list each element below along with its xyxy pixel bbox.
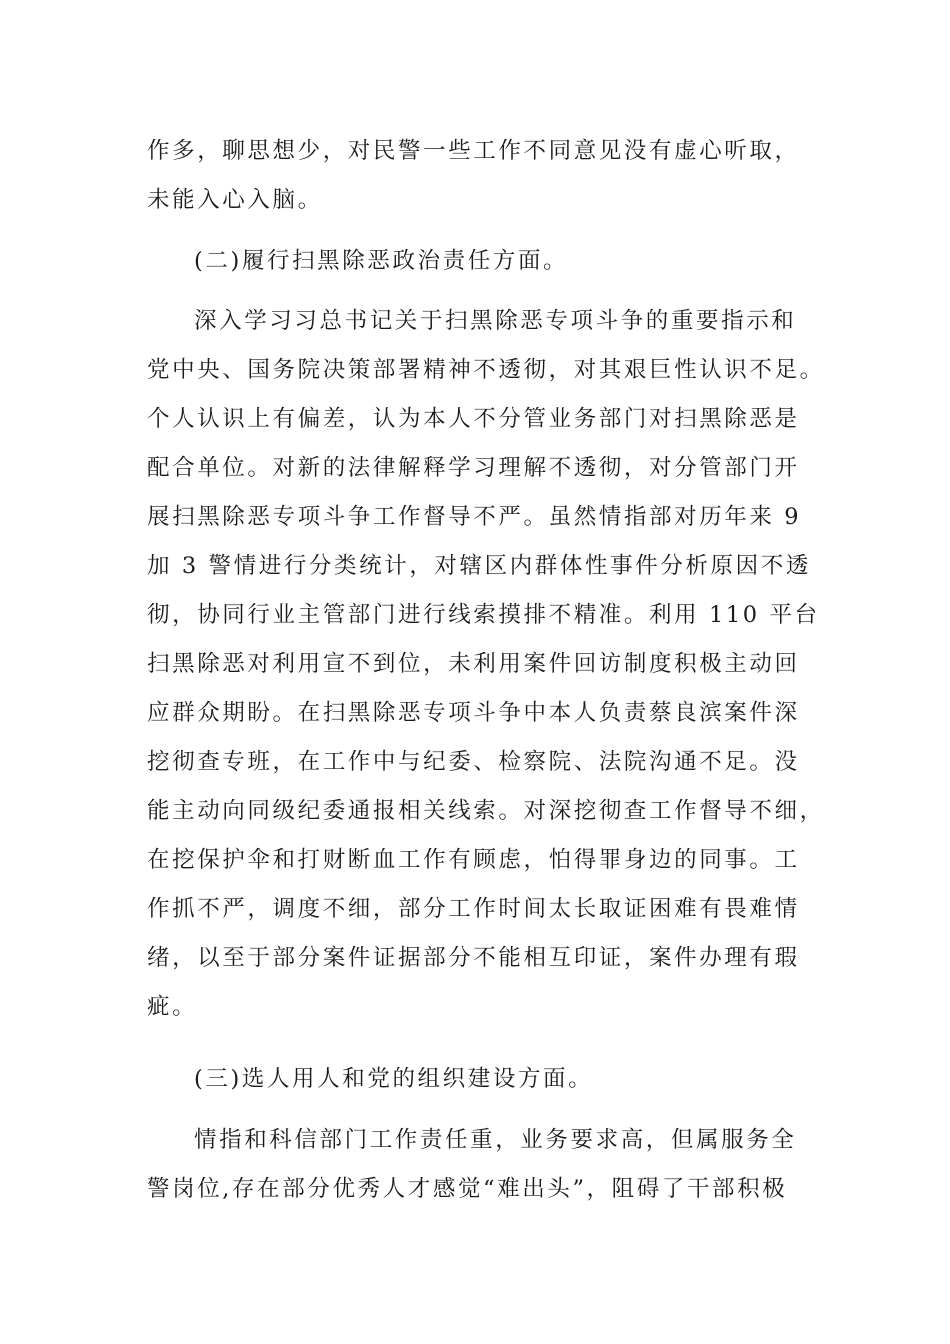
section-heading-2: (二)履行扫黑除恶政治责任方面。 xyxy=(194,248,569,274)
text-line: 未能入心入脑。 xyxy=(147,187,323,213)
text-line: 绪，以至于部分案件证据部分不能相互印证，案件办理有瑕 xyxy=(147,945,800,971)
text-line: 扫黑除恶对利用宣不到位，未利用案件回访制度积极主动回 xyxy=(147,651,800,677)
text-line: 警岗位,存在部分优秀人才感觉“难出头”，阻碍了干部积极 xyxy=(147,1176,788,1202)
continuation-paragraph xyxy=(147,127,807,225)
text-line: 在挖保护伞和打财断血工作有顾虑，怕得罪身边的同事。工 xyxy=(147,847,800,873)
section-3-paragraph xyxy=(147,1116,807,1214)
section-2-paragraph xyxy=(147,297,825,1032)
text-line: 配合单位。对新的法律解释学习理解不透彻，对分管部门开 xyxy=(147,455,800,481)
text-line: 彻，协同行业主管部门进行线索摸排不精准。利用 110 平台 xyxy=(147,602,820,628)
text-line: 应群众期盼。在扫黑除恶专项斗争中本人负责蔡良滨案件深 xyxy=(147,700,800,726)
text-line: 作多，聊思想少，对民警一些工作不同意见没有虚心听取， xyxy=(147,138,800,164)
text-line: 个人认识上有偏差，认为本人不分管业务部门对扫黑除恶是 xyxy=(147,406,800,432)
section-heading-3: (三)选人用人和党的组织建设方面。 xyxy=(194,1066,594,1092)
text-line: 深入学习习总书记关于扫黑除恶专项斗争的重要指示和 xyxy=(194,308,797,334)
text-line: 加 3 警情进行分类统计，对辖区内群体性事件分析原因不透 xyxy=(147,553,811,579)
text-line: 能主动向同级纪委通报相关线索。对深挖彻查工作督导不细， xyxy=(147,798,825,824)
text-line: 作抓不严，调度不细，部分工作时间太长取证困难有畏难情 xyxy=(147,896,800,922)
text-line: 疵。 xyxy=(147,994,198,1020)
text-line: 党中央、国务院决策部署精神不透彻，对其艰巨性认识不足。 xyxy=(147,357,825,383)
text-line: 挖彻查专班，在工作中与纪委、检察院、法院沟通不足。没 xyxy=(147,749,800,775)
text-line: 情指和科信部门工作责任重，业务要求高，但属服务全 xyxy=(194,1127,797,1153)
text-line: 展扫黑除恶专项斗争工作督导不严。虽然情指部对历年来 9 xyxy=(147,504,802,530)
